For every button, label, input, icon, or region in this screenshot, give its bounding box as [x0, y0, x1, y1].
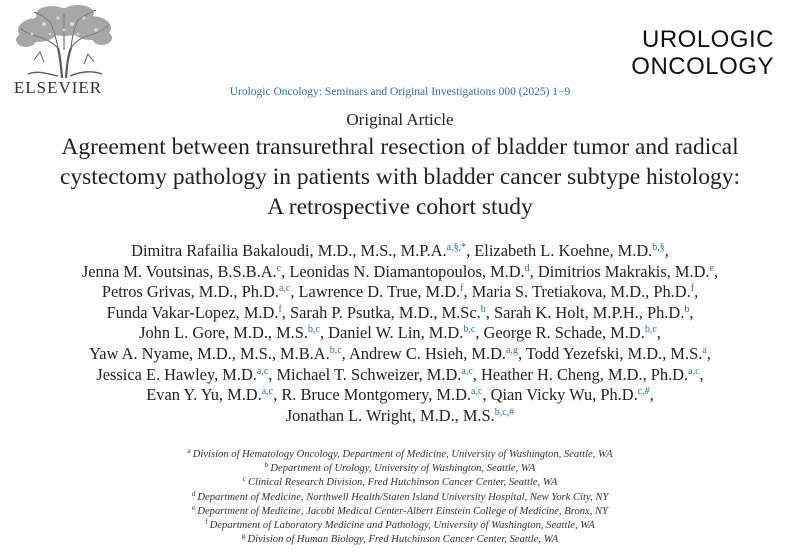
affiliation-text: Department of Medicine, Jacobi Medical Center-Albert Einstein College of Medicine, Bronx, NY	[197, 505, 609, 517]
affiliation-marker-link[interactable]: a,c	[256, 365, 269, 377]
affiliation-item	[0, 476, 800, 490]
journal-name-line2: ONCOLOGY	[631, 53, 774, 80]
author-name: Jonathan L. Wright, M.D., M.S.	[285, 405, 495, 425]
author-name: Michael T. Schweizer, M.D.	[276, 364, 462, 384]
author-name: Leonidas N. Diamantopoulos, M.D.	[289, 261, 525, 281]
affiliation-marker-link[interactable]: b,§	[652, 242, 665, 253]
affiliation-text: Division of Human Biology, Fred Hutchinson Cancer Center, Seattle, WA	[247, 534, 559, 546]
author-name: Andrew C. Hsieh, M.D.	[348, 343, 507, 363]
author-line	[10, 323, 790, 344]
author-separator: ,	[319, 323, 329, 343]
article-type: Original Article	[346, 110, 454, 129]
affiliation-marker-link[interactable]: b,c	[308, 324, 320, 336]
author-separator: ,	[281, 302, 290, 322]
affiliation-marker-link[interactable]: a,c	[278, 283, 291, 295]
journal-name[interactable]	[631, 26, 774, 80]
journal-name-line1: UROLOGIC	[641, 26, 774, 53]
affiliation-label: a	[187, 446, 191, 455]
author-name: Jenna M. Voutsinas, B.S.B.A.	[81, 261, 277, 281]
author-name: Elizabeth L. Koehne, M.D.	[474, 241, 653, 260]
author-name: Maria S. Tretiakova, M.D., Ph.D.	[471, 282, 691, 302]
author-line	[10, 241, 790, 262]
author-line	[10, 365, 790, 386]
affiliation-marker-link[interactable]: b	[480, 303, 486, 315]
affiliation-item	[0, 519, 800, 533]
article-title-line1: Agreement between transurethral resection of bladder tumor and radical	[61, 134, 739, 160]
author-name: Funda Vakar-Lopez, M.D.	[106, 302, 279, 322]
affiliation-marker-link[interactable]: d	[524, 262, 530, 274]
author-line	[10, 303, 790, 324]
affiliation-marker-link[interactable]: a,§,*	[446, 242, 467, 253]
author-separator: ,	[341, 343, 349, 363]
affiliation-text: Clinical Research Division, Fred Hutchinson Cancer Center, Seattle, WA	[247, 477, 558, 489]
author-line	[10, 344, 790, 365]
affiliation-label: c	[242, 474, 246, 484]
author-separator: ,	[290, 282, 299, 302]
affiliation-label: f	[205, 517, 208, 527]
affiliation-label: d	[191, 488, 196, 498]
author-separator: ,	[694, 282, 699, 302]
affiliation-item	[0, 533, 800, 547]
affiliation-marker-link[interactable]: f	[460, 283, 464, 295]
affiliation-item	[0, 462, 800, 476]
author-name: Yaw A. Nyame, M.D., M.S., M.B.A.	[89, 343, 330, 363]
publisher-name: ELSEVIER	[13, 78, 103, 97]
author-separator: ,	[485, 302, 494, 322]
author-name: Petros Grivas, M.D., Ph.D.	[101, 282, 279, 302]
author-separator: ,	[472, 364, 481, 384]
author-name: Lawrence D. True, M.D.	[298, 282, 461, 302]
affiliation-marker-link[interactable]: b,c	[329, 344, 342, 356]
affiliation-label: e	[191, 502, 196, 512]
affiliation-marker-link[interactable]: e	[709, 262, 714, 274]
author-line	[10, 262, 790, 283]
author-name: R. Bruce Montgomery, M.D.	[281, 385, 472, 405]
author-name: Daniel W. Lin, M.D.	[328, 323, 464, 343]
affiliation-text: Department of Medicine, Northwell Health/Staten Island University Hospital, New York City, NY	[197, 491, 609, 503]
author-name: Sarah K. Holt, M.P.H., Ph.D.	[493, 302, 685, 322]
author-list	[10, 241, 790, 426]
affiliation-marker-link[interactable]: a,g	[506, 344, 518, 356]
author-separator: ,	[466, 241, 475, 260]
author-separator: ,	[482, 385, 491, 405]
author-name: John L. Gore, M.D., M.S.	[139, 323, 308, 343]
author-name: George R. Schade, M.D.	[483, 323, 645, 343]
author-separator: ,	[529, 261, 538, 281]
affiliation-label: g	[241, 531, 246, 541]
author-line	[10, 282, 790, 303]
affiliation-marker-link[interactable]: b,c	[644, 324, 657, 336]
author-line	[10, 385, 790, 406]
affiliation-list	[0, 448, 800, 547]
author-name: Dimitrios Makrakis, M.D.	[537, 261, 710, 281]
affiliation-item	[0, 448, 800, 462]
affiliation-text: Division of Hematology Oncology, Department of Medicine, University of Washington, Seattle, WA	[192, 449, 613, 460]
author-separator: ,	[656, 323, 661, 343]
author-name: Sarah P. Psutka, M.D., M.Sc.	[290, 302, 481, 322]
author-name: Jessica E. Hawley, M.D.	[96, 364, 257, 384]
author-separator: ,	[713, 261, 719, 281]
journal-citation-link[interactable]: Urologic Oncology: Seminars and Original Investigations 000 (2025) 1−9	[229, 86, 571, 98]
author-separator: ,	[699, 364, 704, 384]
author-separator: ,	[664, 241, 669, 260]
author-separator: ,	[517, 343, 526, 363]
affiliation-marker-link[interactable]: f	[278, 303, 282, 315]
affiliation-marker-link[interactable]: b,c,#	[494, 406, 515, 418]
elsevier-tree-logo	[14, 4, 114, 80]
affiliation-text: Department of Laboratory Medicine and Pathology, University of Washington, Seattle, WA	[209, 520, 595, 532]
article-title-line3: A retrospective cohort study	[267, 194, 533, 220]
affiliation-marker-link[interactable]: c,#	[637, 386, 650, 398]
publisher-logo	[14, 4, 114, 80]
author-separator: ,	[463, 282, 472, 302]
article-title	[20, 132, 780, 222]
affiliation-marker-link[interactable]: b,c	[463, 324, 476, 336]
author-separator: ,	[689, 302, 694, 322]
affiliation-marker-link[interactable]: b	[684, 303, 690, 315]
affiliation-item	[0, 488, 800, 505]
author-name: Evan Y. Yu, M.D.	[146, 385, 262, 405]
affiliation-item	[0, 502, 800, 519]
author-name: Qian Vicky Wu, Ph.D.	[490, 385, 638, 405]
affiliation-marker-link[interactable]: c	[276, 262, 282, 274]
affiliation-label: b	[264, 460, 269, 470]
author-line	[10, 406, 790, 427]
affiliation-text: Department of Urology, University of Washington, Seattle, WA	[270, 463, 536, 475]
author-separator: ,	[268, 364, 277, 384]
author-separator: ,	[475, 323, 484, 343]
author-separator: ,	[649, 385, 654, 405]
affiliation-marker-link[interactable]: a	[702, 344, 707, 356]
affiliation-marker-link[interactable]: a,c	[688, 365, 700, 377]
author-separator: ,	[706, 343, 711, 363]
author-name: Dimitra Rafailia Bakaloudi, M.D., M.S., M.P.A.	[131, 241, 447, 260]
author-name: Heather H. Cheng, M.D., Ph.D.	[480, 364, 689, 384]
affiliation-marker-link[interactable]: a,c	[261, 386, 274, 398]
author-name: Todd Yezefski, M.D., M.S.	[525, 343, 703, 363]
affiliation-marker-link[interactable]: a,c	[461, 365, 473, 377]
affiliation-marker-link[interactable]: f	[690, 283, 695, 295]
affiliation-marker-link[interactable]: a,c	[471, 386, 483, 398]
author-separator: ,	[281, 261, 290, 281]
author-separator: ,	[273, 385, 282, 405]
article-title-line2: cystectomy pathology in patients with bladder cancer subtype histology:	[59, 164, 741, 190]
